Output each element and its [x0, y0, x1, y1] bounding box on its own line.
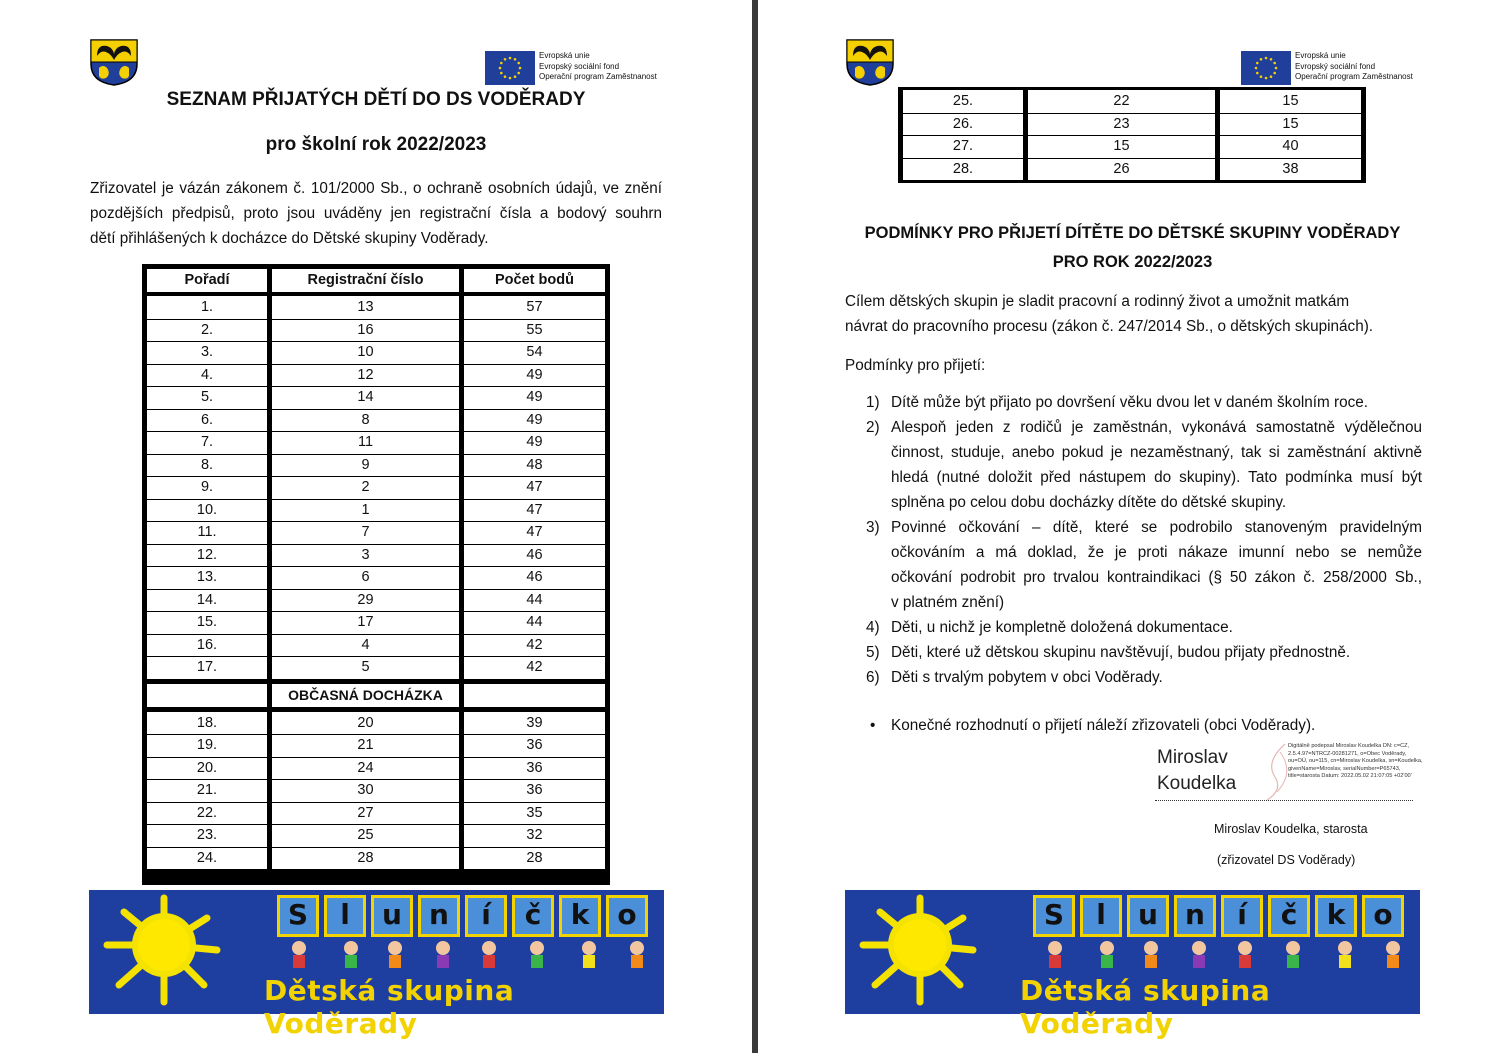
- signature-last-name: Koudelka: [1157, 773, 1237, 794]
- table-cell: 46: [526, 546, 543, 563]
- row-separator: [147, 634, 605, 635]
- row-separator: [147, 589, 605, 590]
- section-label: OBČASNÁ DOCHÁZKA: [272, 684, 459, 707]
- row-separator: [147, 431, 605, 432]
- table-cell: 47: [526, 524, 543, 540]
- section-blank-cell: [464, 684, 605, 707]
- signature-founder: (zřizovatel DS Voděrady): [1217, 853, 1356, 867]
- table-cell: 1: [361, 501, 370, 518]
- row-separator: [903, 135, 1361, 136]
- table-cell: 57: [526, 299, 543, 315]
- table-row: [147, 589, 605, 612]
- table-cell: 2: [361, 479, 370, 495]
- row-separator: [147, 476, 605, 477]
- table-row: [147, 364, 605, 387]
- banner-letter: u: [371, 895, 413, 937]
- table-cell: 44: [526, 614, 543, 630]
- table-cell: 39: [526, 714, 543, 731]
- crest-icon: [89, 38, 139, 86]
- table-row: [147, 296, 605, 319]
- row-separator: [147, 454, 605, 455]
- row-separator: [147, 499, 605, 500]
- table-row: [147, 431, 605, 454]
- table-cell: 28: [357, 849, 374, 866]
- condition-line: činnost, studuje, anebo pokud je nezaměstnaný, tak si zaměstnání aktivně: [891, 444, 1422, 461]
- table-row: [147, 656, 605, 679]
- table-cell: 25.: [952, 93, 974, 109]
- eu-text: [1295, 51, 1413, 83]
- purpose-line: Cílem dětských skupin je sladit pracovní a rodinný život a umožnit matkám: [845, 293, 1350, 310]
- row-separator: [147, 757, 605, 758]
- table-cell: 49: [526, 389, 543, 405]
- column-separator: [459, 296, 464, 679]
- table-cell: 20.: [196, 759, 218, 776]
- row-separator: [147, 341, 605, 342]
- table-cell: 7.: [200, 434, 214, 450]
- condition-item: [860, 665, 1422, 690]
- table-row: [903, 90, 1361, 113]
- table-row: [147, 521, 605, 544]
- conditions-heading: PODMÍNKY PRO PŘIJETÍ DÍTĚTE DO DĚTSKÉ SKUPINY VODĚRADY: [864, 224, 1401, 242]
- table-row: [903, 158, 1361, 181]
- table-cell: 32: [526, 827, 543, 843]
- table-row: [147, 476, 605, 499]
- table-cell: 54: [526, 344, 543, 360]
- condition-number: 6): [866, 669, 880, 686]
- slunicko-banner: [89, 890, 664, 1040]
- table-cell: 24.: [196, 849, 218, 866]
- condition-line: Děti, u nichž je kompletně doložená dokumentace.: [891, 619, 1233, 636]
- table-cell: 28.: [952, 160, 974, 177]
- condition-line: hledá (nutné doložit před nástupem do skupiny). Tato podmínka musí být: [891, 469, 1422, 486]
- intro-line: dětí přihlášených k docházce do Dětské skupiny Voděrady.: [90, 230, 489, 247]
- condition-line: v platném znění): [891, 594, 1005, 611]
- table-cell: 29: [357, 591, 374, 608]
- table-cell: 18.: [196, 714, 218, 731]
- table-row: [147, 757, 605, 780]
- table-header-cell: Počet bodů: [464, 269, 605, 292]
- banner-caption: Dětská skupina Voděrady: [264, 974, 515, 1040]
- table-cell: 36: [526, 737, 543, 753]
- table-cell: 8: [361, 411, 370, 428]
- row-separator: [147, 566, 605, 567]
- row-separator: [903, 158, 1361, 159]
- condition-item: [860, 615, 1422, 640]
- condition-line: očkování podrobit pro trvalou kontraindikaci (§ 50 zákon č. 258/2000 Sb.,: [891, 569, 1422, 586]
- table-row: [147, 454, 605, 477]
- eu-logo: [1241, 50, 1417, 86]
- table-cell: 26: [1113, 160, 1130, 177]
- table-cell: 17: [357, 614, 374, 630]
- table-cell: 8.: [200, 456, 214, 473]
- table-row: [147, 712, 605, 735]
- row-separator: [147, 319, 605, 320]
- table-header-cell: Pořadí: [147, 269, 267, 292]
- results-table: [142, 264, 610, 885]
- table-row: [147, 409, 605, 432]
- table-cell: 26.: [952, 115, 974, 132]
- condition-number: 2): [866, 419, 880, 436]
- table-header-cell: Registrační číslo: [272, 269, 459, 292]
- table-row: [147, 779, 605, 802]
- banner-letter: l: [324, 895, 366, 937]
- table-cell: 13.: [196, 569, 218, 585]
- row-separator: [903, 113, 1361, 114]
- table-row: [147, 341, 605, 364]
- table-cell: 36: [526, 759, 543, 776]
- table-cell: 12: [357, 366, 374, 383]
- table-cell: 27.: [952, 138, 974, 154]
- purpose-line: návrat do pracovního procesu (zákon č. 247/2014 Sb., o dětských skupinách).: [845, 318, 1374, 335]
- row-separator: [147, 386, 605, 387]
- banner-letter: í: [465, 895, 507, 937]
- table-row: [147, 319, 605, 342]
- table-cell: 21.: [196, 782, 218, 798]
- banner-letter: í: [1221, 895, 1263, 937]
- results-table-continued: [898, 87, 1366, 183]
- banner-letter: l: [1080, 895, 1122, 937]
- condition-line: očkováním a má doklad, že je proti nákaze imunní nebo se nemůže: [891, 544, 1422, 561]
- table-cell: 5: [361, 659, 370, 675]
- table-row: [147, 611, 605, 634]
- table-cell: 22.: [196, 804, 218, 821]
- table-cell: 15: [1113, 138, 1130, 154]
- row-separator: [147, 611, 605, 612]
- eu-line-3: Operační program Zaměstnanost: [1295, 72, 1413, 81]
- table-cell: 40: [1282, 138, 1299, 154]
- intro-paragraph: [90, 176, 662, 251]
- table-cell: 35: [526, 804, 543, 821]
- condition-line: Povinné očkování – dítě, které se podrobilo stanoveným pravidelným: [891, 519, 1422, 536]
- table-cell: 12.: [196, 546, 218, 563]
- row-separator: [147, 847, 605, 848]
- table-cell: 5.: [200, 389, 214, 405]
- condition-item: [860, 390, 1422, 415]
- condition-line: Dítě může být přijato po dovršení věku dvou let v daném školním roce.: [891, 394, 1368, 411]
- table-row: [147, 544, 605, 567]
- table-cell: 44: [526, 591, 543, 608]
- condition-number: 1): [866, 394, 880, 411]
- column-separator: [267, 296, 272, 679]
- section-blank-cell: [147, 684, 267, 707]
- table-cell: 13: [357, 299, 374, 315]
- banner-letter: n: [1174, 895, 1216, 937]
- eu-line-1: Evropská unie: [1295, 51, 1346, 60]
- table-cell: 17.: [196, 659, 218, 675]
- table-cell: 46: [526, 569, 543, 585]
- row-separator: [147, 364, 605, 365]
- column-separator: [1215, 90, 1220, 180]
- table-cell: 27: [357, 804, 374, 821]
- table-cell: 1.: [200, 299, 214, 315]
- table-cell: 9: [361, 456, 370, 473]
- condition-number: 4): [866, 619, 880, 636]
- eu-flag-icon: [1241, 51, 1291, 85]
- table-cell: 10.: [196, 501, 218, 518]
- banner-letter: n: [418, 895, 460, 937]
- table-cell: 42: [526, 659, 543, 675]
- table-cell: 9.: [200, 479, 214, 495]
- banner-letter: č: [1268, 895, 1310, 937]
- table-cell: 4.: [200, 366, 214, 383]
- signature-details: Digitálně podepsal Miroslav Koudelka DN: c=CZ, 2.5.4.97=NTRCZ-00281271, o=Obec Voděrady, ou=OÚ, ou=115, cn=Miroslav Koudelka, sn=Koudelka, givenName=Miroslav, serialNumber=P65743, title=starosta Datum: 2022.05.02 21:07:05 +02'00': [1288, 743, 1423, 779]
- table-cell: 10: [357, 344, 374, 360]
- table-cell: 11: [357, 434, 374, 450]
- table-row: [147, 634, 605, 657]
- condition-item: [860, 415, 1422, 515]
- table-cell: 22: [1113, 93, 1130, 109]
- table-cell: 7: [361, 524, 370, 540]
- condition-item: [860, 640, 1422, 665]
- page-subtitle: pro školní rok 2022/2023: [265, 134, 487, 155]
- intro-line: Zřizovatel je vázán zákonem č. 101/2000 Sb., o ochraně osobních údajů, ve znění: [90, 180, 662, 197]
- eu-text: [539, 51, 657, 83]
- table-cell: 24: [357, 759, 374, 776]
- table-cell: 6: [361, 569, 370, 585]
- table-cell: 14: [357, 389, 374, 405]
- signature-first-name: Miroslav: [1157, 747, 1228, 768]
- banner-letter: u: [1127, 895, 1169, 937]
- table-cell: 28: [526, 849, 543, 866]
- condition-line: splněna po celou dobu docházky dítěte do dětské skupiny.: [891, 494, 1287, 511]
- final-note-text: Konečné rozhodnutí o přijetí náleží zřizovateli (obci Voděrady).: [891, 717, 1316, 734]
- table-cell: 16: [357, 321, 374, 338]
- table-row: [147, 802, 605, 825]
- table-cell: 47: [526, 501, 543, 518]
- banner-letter: k: [1315, 895, 1357, 937]
- table-cell: 6.: [200, 411, 214, 428]
- table-cell: 36: [526, 782, 543, 798]
- table-cell: 20: [357, 714, 374, 731]
- table-cell: 4: [361, 636, 370, 653]
- eu-line-2: Evropský sociální fond: [539, 61, 620, 71]
- table-cell: 47: [526, 479, 543, 495]
- table-cell: 15: [1282, 115, 1299, 132]
- row-separator: [147, 521, 605, 522]
- banner-letter: o: [1362, 895, 1404, 937]
- row-separator: [147, 734, 605, 735]
- table-cell: 16.: [196, 636, 218, 653]
- table-cell: 42: [526, 636, 543, 653]
- table-cell: 49: [526, 411, 543, 428]
- conditions-subheading: PRO ROK 2022/2023: [1052, 253, 1213, 271]
- table-cell: 55: [526, 321, 543, 338]
- condition-number: 3): [866, 519, 880, 536]
- banner-letter: S: [1033, 895, 1075, 937]
- condition-line: Alespoň jeden z rodičů je zaměstnán, vykonává samostatně výdělečnou: [891, 419, 1422, 436]
- conditions-list: [860, 390, 1422, 690]
- row-separator: [147, 544, 605, 545]
- conditions-label: Podmínky pro přijetí:: [845, 357, 986, 374]
- column-separator: [1023, 90, 1028, 180]
- row-separator: [147, 656, 605, 657]
- column-separator: [459, 712, 464, 870]
- table-cell: 30: [357, 782, 374, 798]
- bullet-icon: •: [870, 717, 876, 734]
- table-row: [147, 734, 605, 757]
- table-cell: 23: [1113, 115, 1130, 132]
- table-cell: 23.: [196, 827, 218, 843]
- condition-number: 5): [866, 644, 880, 661]
- purpose-paragraph: [845, 289, 1373, 339]
- eu-flag-icon: [485, 51, 535, 85]
- table-cell: 3: [361, 546, 370, 563]
- signature-role: Miroslav Koudelka, starosta: [1214, 822, 1368, 836]
- eu-line-1: Evropská unie: [539, 51, 590, 60]
- crest-icon: [845, 38, 895, 86]
- table-cell: 2.: [200, 321, 214, 338]
- row-separator: [147, 409, 605, 410]
- table-cell: 15.: [196, 614, 218, 630]
- table-row: [903, 113, 1361, 136]
- table-cell: 48: [526, 456, 543, 473]
- table-cell: 15: [1282, 93, 1299, 109]
- eu-line-3: Operační program Zaměstnanost: [539, 72, 657, 81]
- table-cell: 21: [357, 737, 374, 753]
- condition-item: [860, 515, 1422, 615]
- condition-line: Děti, které už dětskou skupinu navštěvují, budou přijaty přednostně.: [891, 644, 1351, 661]
- banner-letter: o: [606, 895, 648, 937]
- banner-caption: Dětská skupina Voděrady: [1020, 974, 1271, 1040]
- table-cell: 38: [1282, 160, 1299, 177]
- signature-name: [1157, 745, 1236, 797]
- page-title: SEZNAM PŘIJATÝCH DĚTÍ DO DS VODĚRADY: [166, 89, 586, 110]
- slunicko-banner: [845, 890, 1420, 1040]
- page-divider: [752, 0, 758, 1053]
- table-cell: 49: [526, 366, 543, 383]
- row-separator: [147, 802, 605, 803]
- banner-letter: k: [559, 895, 601, 937]
- table-row: [903, 135, 1361, 158]
- table-row: [147, 566, 605, 589]
- table-cell: 14.: [196, 591, 218, 608]
- banner-letter: č: [512, 895, 554, 937]
- banner-letter: S: [277, 895, 319, 937]
- row-separator: [147, 824, 605, 825]
- table-row: [147, 824, 605, 847]
- intro-line: pozdějších předpisů, proto jsou uváděny jen registrační čísla a bodový souhrn: [90, 205, 662, 222]
- row-separator: [147, 779, 605, 780]
- table-cell: 25: [357, 827, 374, 843]
- condition-line: Děti s trvalým pobytem v obci Voděrady.: [891, 669, 1163, 686]
- table-row: [147, 386, 605, 409]
- table-cell: 11.: [197, 524, 217, 540]
- eu-line-2: Evropský sociální fond: [1295, 61, 1376, 71]
- eu-logo: [485, 50, 661, 86]
- table-cell: 3.: [200, 344, 214, 360]
- column-separator: [267, 712, 272, 870]
- signature-line: [1155, 800, 1413, 801]
- table-cell: 49: [526, 434, 543, 450]
- table-row: [147, 847, 605, 870]
- table-row: [147, 499, 605, 522]
- table-cell: 19.: [196, 737, 218, 753]
